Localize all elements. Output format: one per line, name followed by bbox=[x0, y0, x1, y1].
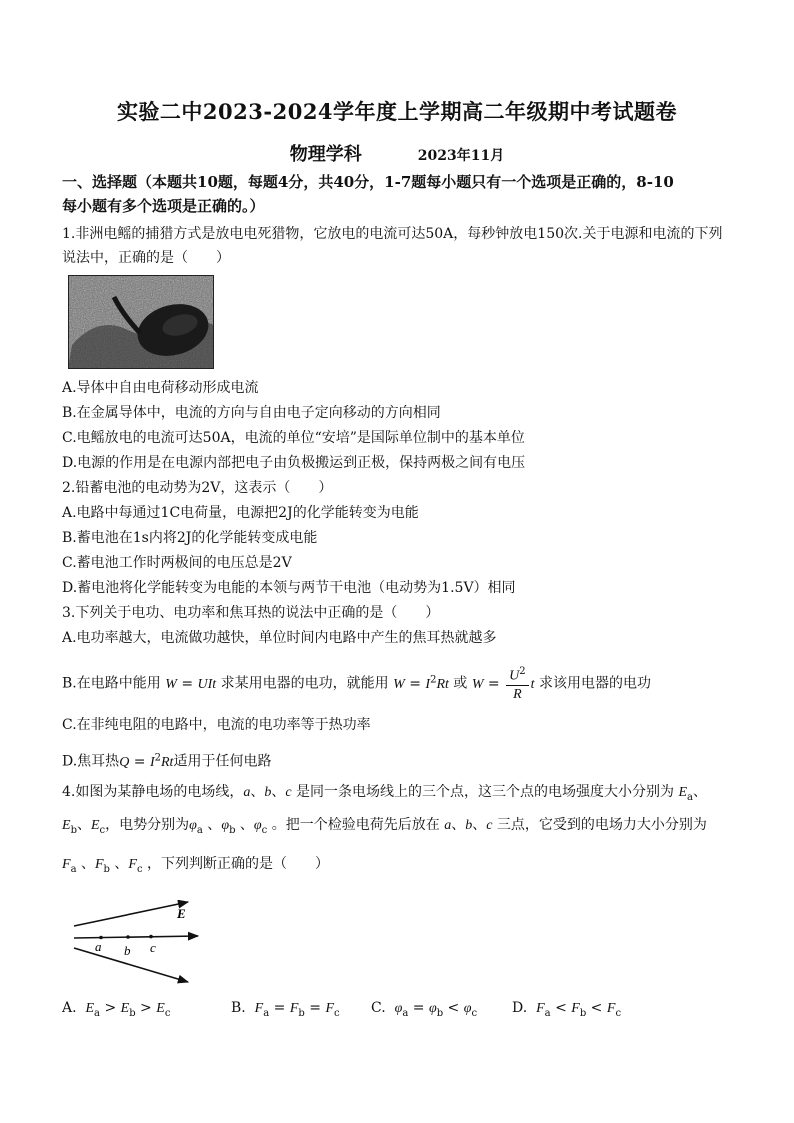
q3-option-a: A.电功率越大，电流做功越快，单位时间内电路中产生的焦耳热就越多 bbox=[62, 630, 497, 646]
q4-stem-line2 bbox=[62, 815, 742, 841]
q3-b-text-3: 或 bbox=[453, 675, 468, 692]
q4-option-b-letter: B. bbox=[231, 1000, 246, 1016]
field-line-top bbox=[74, 902, 188, 926]
q2-option-a: A.电路中每通过1C电荷量，电源把2J的化学能转变为电能 bbox=[62, 505, 419, 521]
q1-option-b: B.在金属导体中，电流的方向与自由电子定向移动的方向相同 bbox=[62, 405, 441, 421]
label-e: E bbox=[177, 906, 186, 921]
formula-w-i2rt: $W = I^2Rt$ bbox=[393, 674, 449, 692]
field-line-middle bbox=[74, 936, 198, 938]
label-c: c bbox=[150, 940, 156, 955]
q4-ea: $E_a$、 bbox=[678, 784, 708, 803]
q4-text-5: 三点，它受到的电场力大小分别为 bbox=[496, 817, 707, 833]
q4-stem-line3 bbox=[62, 854, 742, 880]
q4-text-3: ，电势分别为 bbox=[105, 817, 190, 833]
q4-option-a-letter: A. bbox=[62, 1000, 77, 1016]
formula-q-i2rt: $Q = I^2Rt$ bbox=[119, 752, 174, 770]
q4-option-c: C. $\varphi_a = \varphi_b < \varphi_c$ bbox=[371, 1000, 478, 1019]
q2-stem: 2.铅蓄电池的电动势为2V，这表示（ ） bbox=[62, 480, 333, 496]
q4-option-d-letter: D. bbox=[512, 1000, 528, 1016]
q4-points-abc: a、b、c bbox=[243, 784, 292, 800]
q4-text-1: 4.如图为某静电场的电场线， bbox=[62, 784, 244, 800]
q1-stem-line1: 1.非洲电鳐的捕猎方式是放电电死猎物，它放电的电流可达50A，每秒钟放电150次.关于电源和电流的下列 bbox=[62, 226, 723, 242]
formula-w-uit: W = UIt bbox=[165, 675, 217, 692]
q4-stem-line1 bbox=[62, 782, 742, 808]
q4-text-2: 是同一条电场线上的三个点，这三个点的电场强度大小分别为 bbox=[296, 784, 675, 800]
q4-option-d: D. $F_a < F_b < F_c$ bbox=[512, 1000, 622, 1019]
exam-subtitle bbox=[0, 140, 794, 166]
label-b: b bbox=[124, 943, 131, 958]
q2-option-d: D.蓄电池将化学能转变为电能的本领与两节干电池（电动势为1.5V）相同 bbox=[62, 580, 516, 596]
q3-d-text-1: D.焦耳热 bbox=[62, 753, 120, 770]
section-heading-line2: 每小题有多个选项是正确的。） bbox=[62, 197, 265, 215]
label-a: a bbox=[95, 939, 102, 954]
q2-option-b: B.蓄电池在1s内将2J的化学能转变成电能 bbox=[62, 530, 318, 546]
exam-date: 2023年11月 bbox=[417, 148, 505, 164]
q3-stem: 3.下列关于电功、电功率和焦耳热的说法中正确的是（ ） bbox=[62, 605, 440, 621]
q1-option-c: C.电鳐放电的电流可达50A，电流的单位“安培”是国际单位制中的基本单位 bbox=[62, 430, 525, 446]
formula-w-u2rt: W = $\frac{U^2}{R}$ t bbox=[471, 666, 535, 702]
electric-field-lines-figure bbox=[64, 900, 214, 992]
electric-ray-photo bbox=[68, 275, 214, 369]
point-c bbox=[149, 935, 153, 939]
q4-option-a: A. $E_a > E_b > E_c$ bbox=[62, 1000, 171, 1019]
section-heading-line1: 一、选择题（本题共10题，每题4分，共40分，1-7题每小题只有一个选项是正确的，8-10 bbox=[62, 173, 674, 191]
exam-title: 实验二中2023-2024学年度上学期高二年级期中考试题卷 bbox=[116, 99, 678, 124]
q1-option-d: D.电源的作用是在电源内部把电子由负极搬运到正极，保持两极之间有电压 bbox=[62, 455, 526, 471]
q4-eb-ec: $E_b$、$E_c$ bbox=[62, 817, 106, 836]
q1-option-a: A.导体中自由电荷移动形成电流 bbox=[62, 380, 259, 396]
q3-option-c: C.在非纯电阻的电路中，电流的电功率等于热功率 bbox=[62, 717, 371, 733]
q4-text-4: 。把一个检验电荷先后放在 bbox=[271, 817, 440, 833]
q4-phis: $\varphi_a$ 、$\varphi_b$ 、$\varphi_c$ bbox=[189, 817, 268, 836]
q4-points-abc-2: a、b、c bbox=[444, 817, 493, 833]
point-b bbox=[126, 935, 130, 939]
q3-b-text-4: 求该用电器的电功 bbox=[538, 675, 651, 692]
q2-option-c: C.蓄电池工作时两极间的电压总是2V bbox=[62, 555, 292, 571]
q4-forces: $F_a$ 、$F_b$ 、$F_c$ bbox=[62, 856, 143, 875]
q4-text-6: ，下列判断正确的是（ ） bbox=[147, 856, 330, 872]
q3-d-text-2: 适用于任何电路 bbox=[173, 753, 272, 770]
q3-option-b bbox=[62, 662, 742, 703]
q4-option-b: B. $F_a = F_b = F_c$ bbox=[231, 1000, 340, 1019]
q4-option-c-letter: C. bbox=[371, 1000, 386, 1016]
subject-label: 物理学科 bbox=[289, 144, 362, 165]
field-line-bottom bbox=[74, 948, 188, 982]
q3-b-text-1: B.在电路中能用 bbox=[62, 675, 161, 692]
q3-b-text-2: 求某用电器的电功，就能用 bbox=[220, 675, 389, 692]
q3-option-d bbox=[62, 748, 742, 773]
q1-stem-line2: 说法中，正确的是（ ） bbox=[62, 250, 230, 266]
